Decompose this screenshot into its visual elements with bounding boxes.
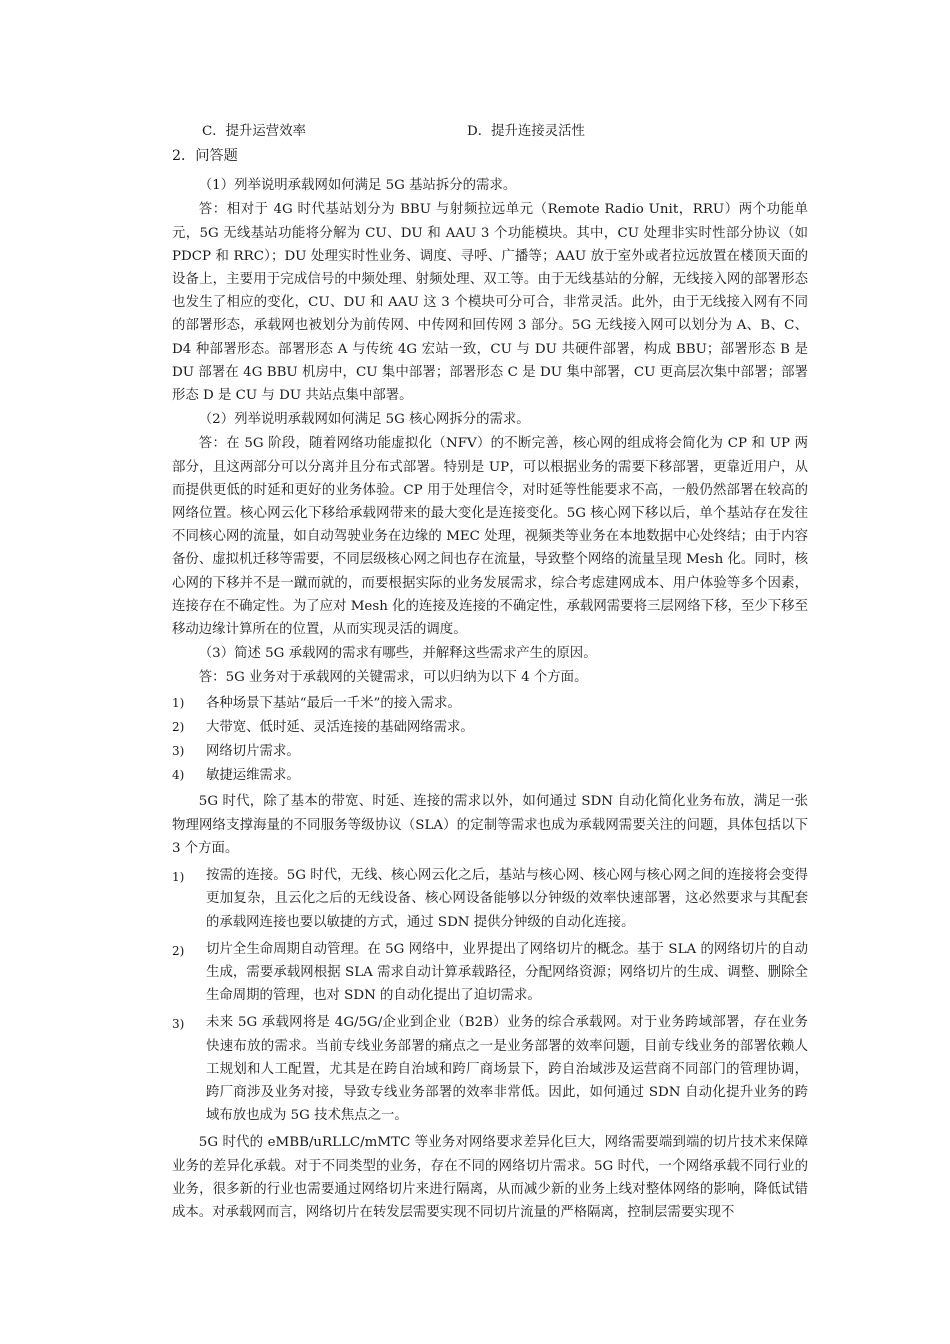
list-item [172,740,808,763]
list-item-text: 各种场景下基站“最后一千米”的接入需求。 [206,695,461,711]
section-heading: 2．问答题 [172,148,238,164]
list-item-number: 2) [172,943,185,958]
choice-option-c: C．提升运营效率 [202,124,306,139]
choice-option-d: D．提升连接灵活性 [467,124,585,139]
list-item-number: 4) [172,768,185,783]
paragraph-network-slicing: 5G 时代的 eMBB/uRLLC/mMTC 等业务对网络要求差异化巨大，网络需要端到端的切片技术来保障业务的差异化承载。对于不同类型的业务，存在不同的网络切片需求。5G 时代，一个网络承载不同行业的业务，很多新的行业也需要通过网络切片来进行隔离，从而减少新的业务上线对整体网络的影响，降低试错成本。对承载网而言，网络切片在转发层需要实现不同切片流量的严格隔离，控制层需要实现不 [172,1135,808,1220]
list-item-text: 按需的连接。5G 时代，无线、核心网云化之后，基站与核心网、核心网与核心网之间的连接将会变得更加复杂，且云化之后的无线设备、核心网设备能够以分钟级的效率快速部署，这必然要求与其配套的承载网连接也要以敏捷的方式，通过 SDN 提供分钟级的自动化连接。 [206,868,808,930]
list-item [172,1011,808,1127]
question-1: （1）列举说明承载网如何满足 5G 基站拆分的需求。 [198,178,517,194]
sdn-aspects-list [172,864,808,1127]
list-item-number: 1) [172,870,185,885]
list-item [172,864,808,934]
paragraph-sdn-requirements: 5G 时代，除了基本的带宽、时延、连接的需求以外，如何通过 SDN 自动化简化业务布放，满足一张物理网络支撑海量的不同服务等级协议（SLA）的定制等需求也成为承载网需要关注的问题，具体包括以下 3 个方面。 [172,794,808,856]
list-item-number: 2) [172,719,185,734]
list-item-text: 大带宽、低时延、灵活连接的基础网络需求。 [206,719,474,735]
question-3: （3）简述 5G 承载网的需求有哪些，并解释这些需求产生的原因。 [198,646,597,662]
document-body [172,120,808,1225]
list-item [172,764,808,787]
choice-options-row [172,120,808,143]
list-item-text: 切片全生命周期自动管理。在 5G 网络中，业界提出了网络切片的概念。基于 SLA 的网络切片的自动生成，需要承载网根据 SLA 需求自动计算承载路径，分配网络资源；网络切片的生成、调整、删除全生命周期的管理，也对 SDN 的自动化提出了迫切需求。 [206,941,808,1004]
list-item [172,716,808,739]
list-item-number: 1) [172,695,185,710]
requirements-list [172,692,808,788]
list-item [172,938,808,1008]
question-2: （2）列举说明承载网如何满足 5G 核心网拆分的需求。 [198,412,530,428]
answer-2: 答：在 5G 阶段，随着网络功能虚拟化（NFV）的不断完善，核心网的组成将会简化为 CP 和 UP 两部分，且这两部分可以分离并且分布式部署。特别是 UP，可以根据业务的需要下移部署，更靠近用户，从而提供更低的时延和更好的业务体验。CP 用于处理信令，对时延等性能要求不高，一般仍然部署在较高的网络位置。核心网云化下移给承载网带来的最大变化是连接变化。5G 核心网下移以后，单个基站存在发往不同核心网的流量，如自动驾驶业务在边缘的 MEC 处理，视频类等业务在本地数据中心处终结；由于内容备份、虚拟机迁移等需要，不同层级核心网之间也存在流量，导致整个网络的流量呈现 Mesh 化。同时，核心网的下移并不是一蹴而就的，而要根据实际的业务发展需求，综合考虑建网成本、用户体验等多个因素，连接存在不确定性。为了应对 Mesh 化的连接及连接的不确定性，承载网需要将三层网络下移，至少下移至移动边缘计算所在的位置，从而实现灵活的调度。 [172,436,808,638]
list-item-number: 3) [172,744,185,759]
list-item-number: 3) [172,1017,185,1032]
list-item [172,692,808,715]
answer-1: 答：相对于 4G 时代基站划分为 BBU 与射频拉远单元（Remote Radio Unit，RRU）两个功能单元，5G 无线基站功能将分解为 CU、DU 和 AAU 3 个功能模块。其中，CU 处理非实时性部分协议（如 PDCP 和 RRC）；DU 处理实时性业务、调度、寻呼、广播等；AAU 放于室外或者拉远放置在楼顶天面的设备上，主要用于完成信号的中频处理、射频处理、双工等。由于无线基站的分解，无线接入网的部署形态也发生了相应的变化，CU、DU 和 AAU 这 3 个模块可分可合，非常灵活。此外，由于无线接入网有不同的部署形态，承载网也被划分为前传网、中传网和回传网 3 部分。5G 无线接入网可以划分为 A、B、C、D4 种部署形态。部署形态 A 与传统 4G 宏站一致，CU 与 DU 共硬件部署，构成 BBU；部署形态 B 是 DU 部署在 4G BBU 机房中，CU 集中部署；部署形态 C 是 DU 集中部署，CU 更高层次集中部署；部署形态 D 是 CU 与 DU 共站点集中部署。 [172,202,808,404]
answer-3-intro: 答：5G 业务对于承载网的关键需求，可以归纳为以下 4 个方面。 [198,670,588,686]
list-item-text: 网络切片需求。 [206,744,300,760]
list-item-text: 敏捷运维需求。 [206,768,300,784]
list-item-text: 未来 5G 承载网将是 4G/5G/企业到企业（B2B）业务的综合承载网。对于业务跨域部署，存在业务快速布放的需求。当前专线业务部署的痛点之一是业务部署的效率问题，目前专线业务的部署依赖人工规划和人工配置，尤其是在跨自治域和跨厂商场景下，跨自治域涉及运营商不同部门的管理协调，跨厂商涉及业务对接，导致专线业务部署的效率非常低。因此，如何通过 SDN 自动化提升业务的跨域布放也成为 5G 技术焦点之一。 [206,1015,808,1124]
